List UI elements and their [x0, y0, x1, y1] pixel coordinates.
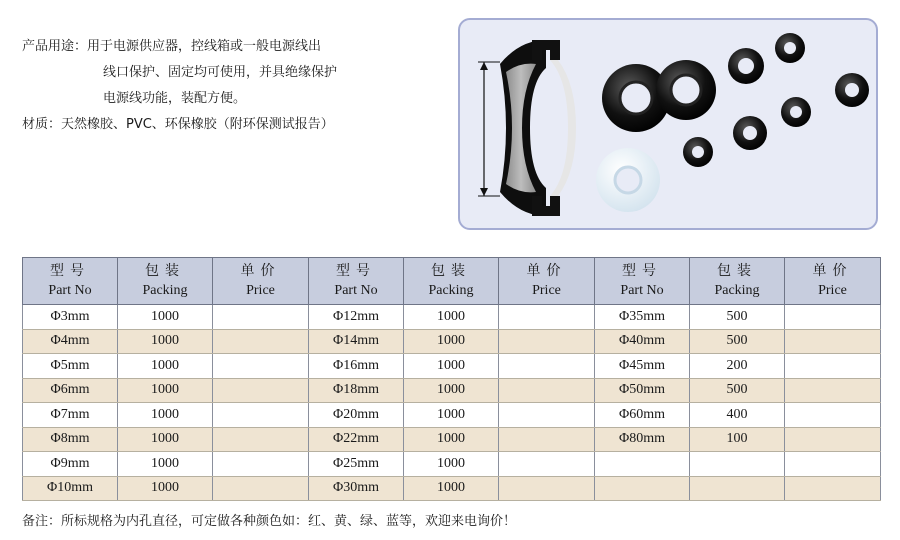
header-packing: 包装 Packing	[690, 258, 785, 305]
usage-line-1: 产品用途：用于电源供应器，控线箱或一般电源线出	[22, 39, 322, 54]
table-row	[23, 305, 881, 330]
cell-part-no: Φ50mm	[595, 378, 690, 403]
cell-part-no: Φ5mm	[23, 354, 118, 379]
header-packing: 包装 Packing	[404, 258, 499, 305]
cell-price	[213, 329, 309, 354]
table-row	[23, 452, 881, 477]
product-intro	[22, 34, 442, 138]
cell-price	[213, 452, 309, 477]
cell-part-no: Φ3mm	[23, 305, 118, 330]
cell-part-no: Φ6mm	[23, 378, 118, 403]
cell-packing: 200	[690, 354, 785, 379]
cell-price	[499, 378, 595, 403]
cell-part-no: Φ8mm	[23, 427, 118, 452]
table-row	[23, 476, 881, 501]
cell-packing: 1000	[404, 329, 499, 354]
material-line: 材质：天然橡胶、PVC、环保橡胶（附环保测试报告）	[22, 117, 334, 132]
cell-packing: 1000	[404, 403, 499, 428]
header-price: 单价 Price	[785, 258, 881, 305]
footnote: 备注：所标规格为内孔直径，可定做各种颜色如：红、黄、绿、蓝等，欢迎来电询价！	[22, 514, 517, 529]
header-packing: 包装 Packing	[118, 258, 213, 305]
cell-part-no: Φ7mm	[23, 403, 118, 428]
header-part-no: 型号 Part No	[595, 258, 690, 305]
grommet-cross-section-icon	[478, 40, 576, 216]
cell-price	[213, 378, 309, 403]
cell-packing: 1000	[118, 452, 213, 477]
cell-packing: 500	[690, 378, 785, 403]
cell-part-no: Φ16mm	[309, 354, 404, 379]
cell-price	[785, 427, 881, 452]
cell-price	[785, 452, 881, 477]
cell-packing: 1000	[118, 427, 213, 452]
usage-line-2: 线口保护、固定均可使用，并具绝缘保护	[103, 65, 338, 80]
cell-price	[499, 427, 595, 452]
black-rubber-grommet-icon	[602, 33, 869, 167]
cell-price	[785, 305, 881, 330]
cell-packing: 1000	[404, 305, 499, 330]
cell-part-no	[595, 452, 690, 477]
cell-part-no: Φ45mm	[595, 354, 690, 379]
cell-packing: 1000	[118, 403, 213, 428]
cell-part-no: Φ12mm	[309, 305, 404, 330]
table-row	[23, 354, 881, 379]
cell-part-no: Φ22mm	[309, 427, 404, 452]
table-row	[23, 427, 881, 452]
white-rubber-grommet-icon	[596, 148, 660, 212]
cell-price	[785, 329, 881, 354]
cell-price	[213, 476, 309, 501]
cell-price	[785, 403, 881, 428]
cell-price	[785, 378, 881, 403]
cell-price	[213, 403, 309, 428]
cell-part-no: Φ30mm	[309, 476, 404, 501]
cell-part-no: Φ80mm	[595, 427, 690, 452]
cell-price	[499, 354, 595, 379]
cell-price	[213, 305, 309, 330]
cell-packing: 1000	[118, 378, 213, 403]
cell-price	[499, 329, 595, 354]
product-photo	[458, 18, 878, 230]
cell-price	[785, 476, 881, 501]
cell-part-no: Φ9mm	[23, 452, 118, 477]
header-part-no: 型号 Part No	[23, 258, 118, 305]
cell-price	[499, 452, 595, 477]
cell-part-no: Φ4mm	[23, 329, 118, 354]
cell-part-no: Φ20mm	[309, 403, 404, 428]
cell-part-no: Φ35mm	[595, 305, 690, 330]
cell-packing: 500	[690, 329, 785, 354]
cell-part-no: Φ40mm	[595, 329, 690, 354]
price-table	[22, 257, 881, 501]
cell-packing: 1000	[404, 452, 499, 477]
cell-part-no: Φ10mm	[23, 476, 118, 501]
cell-price	[785, 354, 881, 379]
cell-packing: 1000	[404, 427, 499, 452]
cell-packing: 1000	[118, 329, 213, 354]
cell-packing: 1000	[404, 378, 499, 403]
usage-line-3: 电源线功能，装配方便。	[103, 91, 247, 106]
cell-part-no: Φ18mm	[309, 378, 404, 403]
cell-part-no: Φ60mm	[595, 403, 690, 428]
table-header-row	[23, 258, 881, 305]
header-price: 单价 Price	[499, 258, 595, 305]
cell-price	[213, 427, 309, 452]
cell-packing: 400	[690, 403, 785, 428]
cell-packing: 1000	[404, 354, 499, 379]
header-part-no: 型号 Part No	[309, 258, 404, 305]
cell-price	[213, 354, 309, 379]
cell-price	[499, 305, 595, 330]
table-row	[23, 329, 881, 354]
header-price: 单价 Price	[213, 258, 309, 305]
cell-packing: 1000	[118, 354, 213, 379]
cell-part-no: Φ25mm	[309, 452, 404, 477]
cell-price	[499, 403, 595, 428]
cell-price	[499, 476, 595, 501]
cell-part-no: Φ14mm	[309, 329, 404, 354]
cell-part-no	[595, 476, 690, 501]
table-row	[23, 403, 881, 428]
cell-packing: 1000	[118, 305, 213, 330]
cell-packing: 1000	[404, 476, 499, 501]
cell-packing	[690, 476, 785, 501]
cell-packing: 100	[690, 427, 785, 452]
cell-packing: 500	[690, 305, 785, 330]
cell-packing	[690, 452, 785, 477]
table-row	[23, 378, 881, 403]
cell-packing: 1000	[118, 476, 213, 501]
